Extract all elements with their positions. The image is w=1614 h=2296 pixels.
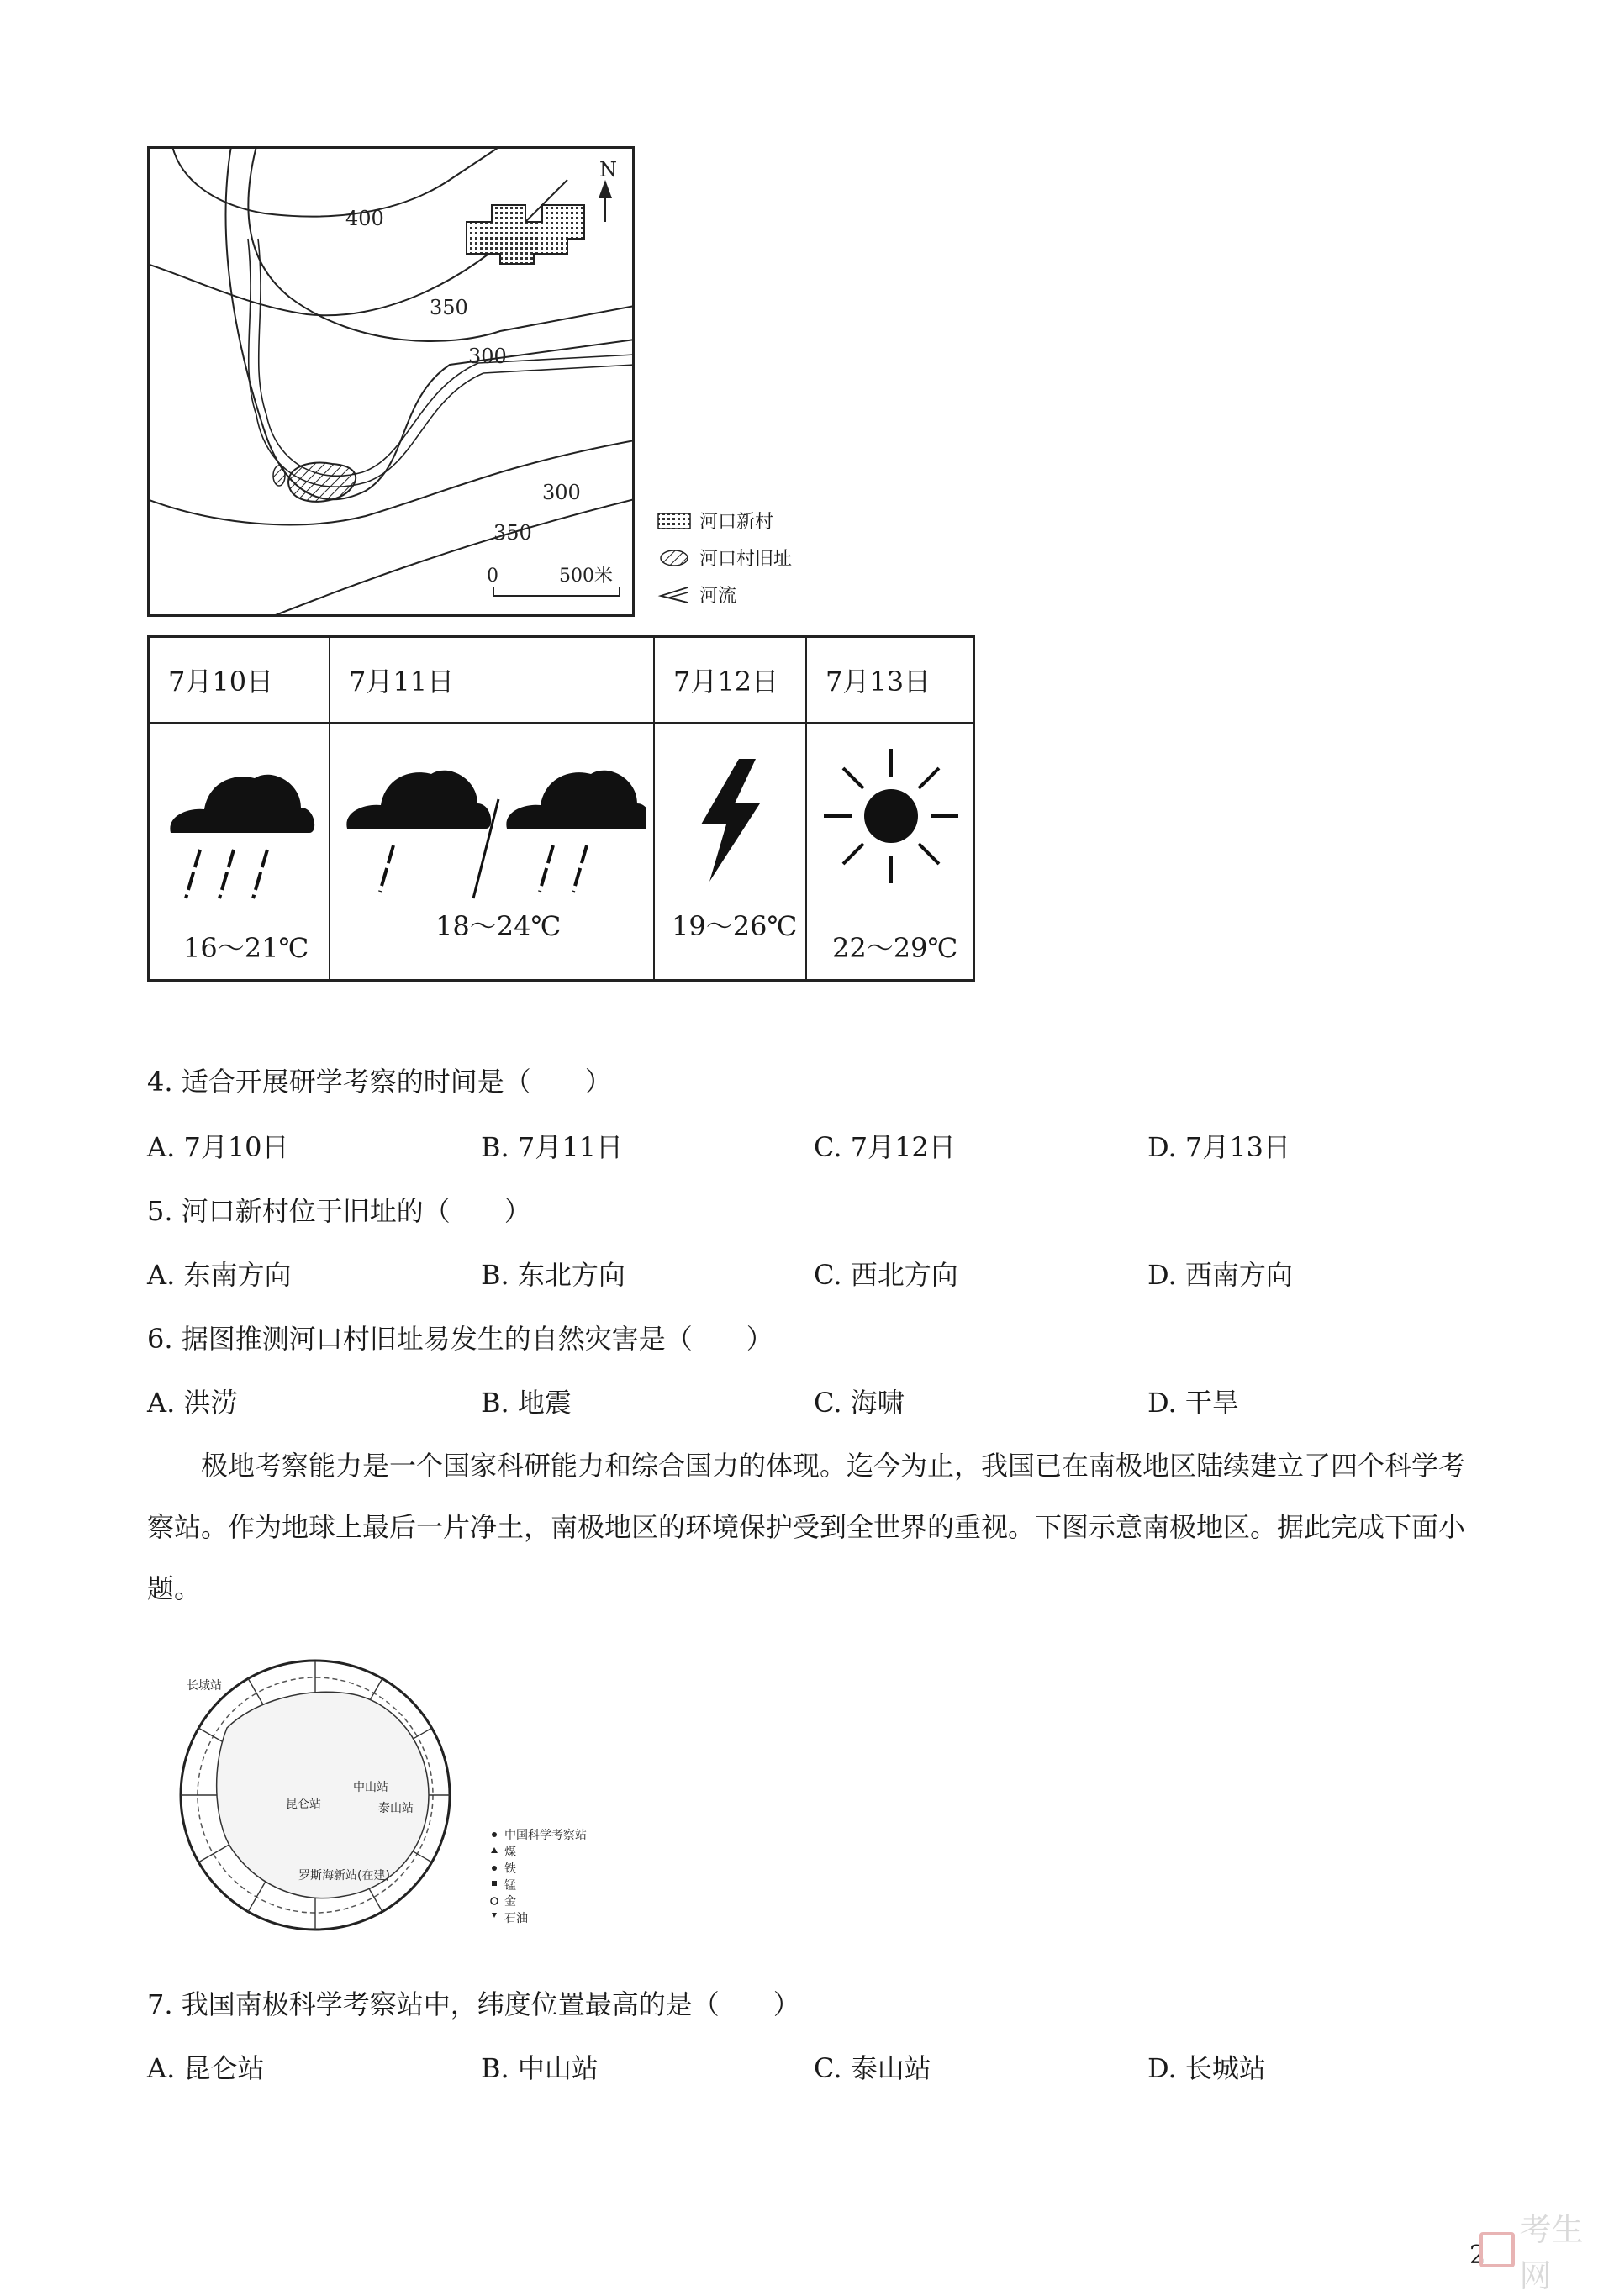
option-d[interactable]: D. 西南方向 <box>1147 1259 1293 1291</box>
legend-label: 石油 <box>504 1912 528 1925</box>
legend-item-river <box>657 582 736 608</box>
weather-temp: 18～24℃ <box>435 910 562 942</box>
watermark-text: 考生网 <box>1519 2211 1584 2294</box>
scale-end: 500米 <box>559 566 613 587</box>
watermark <box>1480 2204 1614 2296</box>
weather-temp: 22～29℃ <box>832 932 958 964</box>
contour-label: 400 <box>345 207 384 230</box>
weather-temp: 19～26℃ <box>672 910 798 942</box>
weather-cell <box>150 724 330 982</box>
weather-date: 7月13日 <box>807 638 975 724</box>
option-b[interactable]: B. 地震 <box>481 1387 572 1419</box>
question-6: 6. 据图推测河口村旧址易发生的自然灾害是（ ） <box>147 1323 773 1355</box>
legend-label: 煤 <box>504 1846 516 1859</box>
option-a[interactable]: A. 7月10日 <box>147 1131 289 1163</box>
question-4: 4. 适合开展研学考察的时间是（ ） <box>147 1066 612 1098</box>
village-hatch-icon <box>657 513 691 529</box>
option-b[interactable]: B. 东北方向 <box>481 1259 625 1291</box>
legend-label: 河流 <box>699 586 737 607</box>
legend-label: 锰 <box>504 1879 516 1893</box>
map-label: 中山站 <box>353 1781 388 1794</box>
option-c[interactable]: C. 泰山站 <box>814 2052 931 2084</box>
legend-markers <box>491 1832 498 1918</box>
weather-cell <box>655 724 807 982</box>
weather-date: 7月12日 <box>655 638 807 724</box>
map-label: 长城站 <box>187 1679 222 1693</box>
river-icon <box>657 586 691 604</box>
legend-label: 河口村旧址 <box>699 549 793 570</box>
watermark-logo-icon <box>1480 2232 1515 2267</box>
contour-label: 350 <box>493 521 532 545</box>
antarctic-map <box>177 1635 614 1955</box>
option-c[interactable]: C. 7月12日 <box>814 1131 956 1163</box>
weather-cell <box>330 724 655 982</box>
heavy-rain-icon <box>162 749 318 900</box>
option-b[interactable]: B. 7月11日 <box>481 1131 623 1163</box>
north-label: N <box>599 158 617 182</box>
map-label: 罗斯海新站(在建) <box>298 1869 390 1883</box>
legend-label: 河口新村 <box>699 512 774 533</box>
lightning-icon <box>693 757 768 883</box>
sun-icon <box>820 745 963 887</box>
option-d[interactable]: D. 长城站 <box>1147 2052 1266 2084</box>
old-site-hatch-icon <box>657 549 691 567</box>
legend-label: 中国科学考察站 <box>504 1829 587 1842</box>
rain-to-rain-icon <box>343 749 646 900</box>
option-a[interactable]: A. 洪涝 <box>147 1387 238 1419</box>
option-a[interactable]: A. 东南方向 <box>147 1259 292 1291</box>
legend-label: 铁 <box>504 1862 516 1876</box>
contour-label: 350 <box>430 296 468 319</box>
weather-date: 7月10日 <box>150 638 330 724</box>
weather-cell <box>807 724 975 982</box>
option-d[interactable]: D. 干旱 <box>1147 1387 1239 1419</box>
weather-table <box>147 635 975 982</box>
option-c[interactable]: C. 海啸 <box>814 1387 905 1419</box>
scale-start: 0 <box>487 566 498 587</box>
question-5: 5. 河口新村位于旧址的（ ） <box>147 1195 531 1227</box>
passage: 极地考察能力是一个国家科研能力和综合国力的体现。迄今为止，我国已在南极地区陆续建立了四个科学考察站。作为地球上最后一片净土，南极地区的环境保护受到全世界的重视。下图示意南极地区。据此完成下面小题。 <box>147 1450 1466 1604</box>
option-a[interactable]: A. 昆仑站 <box>147 2052 265 2084</box>
weather-date: 7月11日 <box>330 638 655 724</box>
legend-item-old-site <box>657 545 792 571</box>
legend-label: 金 <box>504 1895 516 1909</box>
map-label: 昆仑站 <box>286 1798 321 1811</box>
contour-label: 300 <box>468 345 507 368</box>
topo-map <box>147 146 635 617</box>
map-label: 泰山站 <box>378 1802 414 1815</box>
option-d[interactable]: D. 7月13日 <box>1147 1131 1290 1163</box>
question-7: 7. 我国南极科学考察站中，纬度位置最高的是（ ） <box>147 1988 800 2020</box>
contour-label: 300 <box>542 481 581 504</box>
legend-item-village <box>657 508 773 534</box>
option-b[interactable]: B. 中山站 <box>481 2052 599 2084</box>
option-c[interactable]: C. 西北方向 <box>814 1259 958 1291</box>
weather-temp: 16～21℃ <box>183 932 309 964</box>
page-number: 2 <box>1469 2241 1486 2270</box>
